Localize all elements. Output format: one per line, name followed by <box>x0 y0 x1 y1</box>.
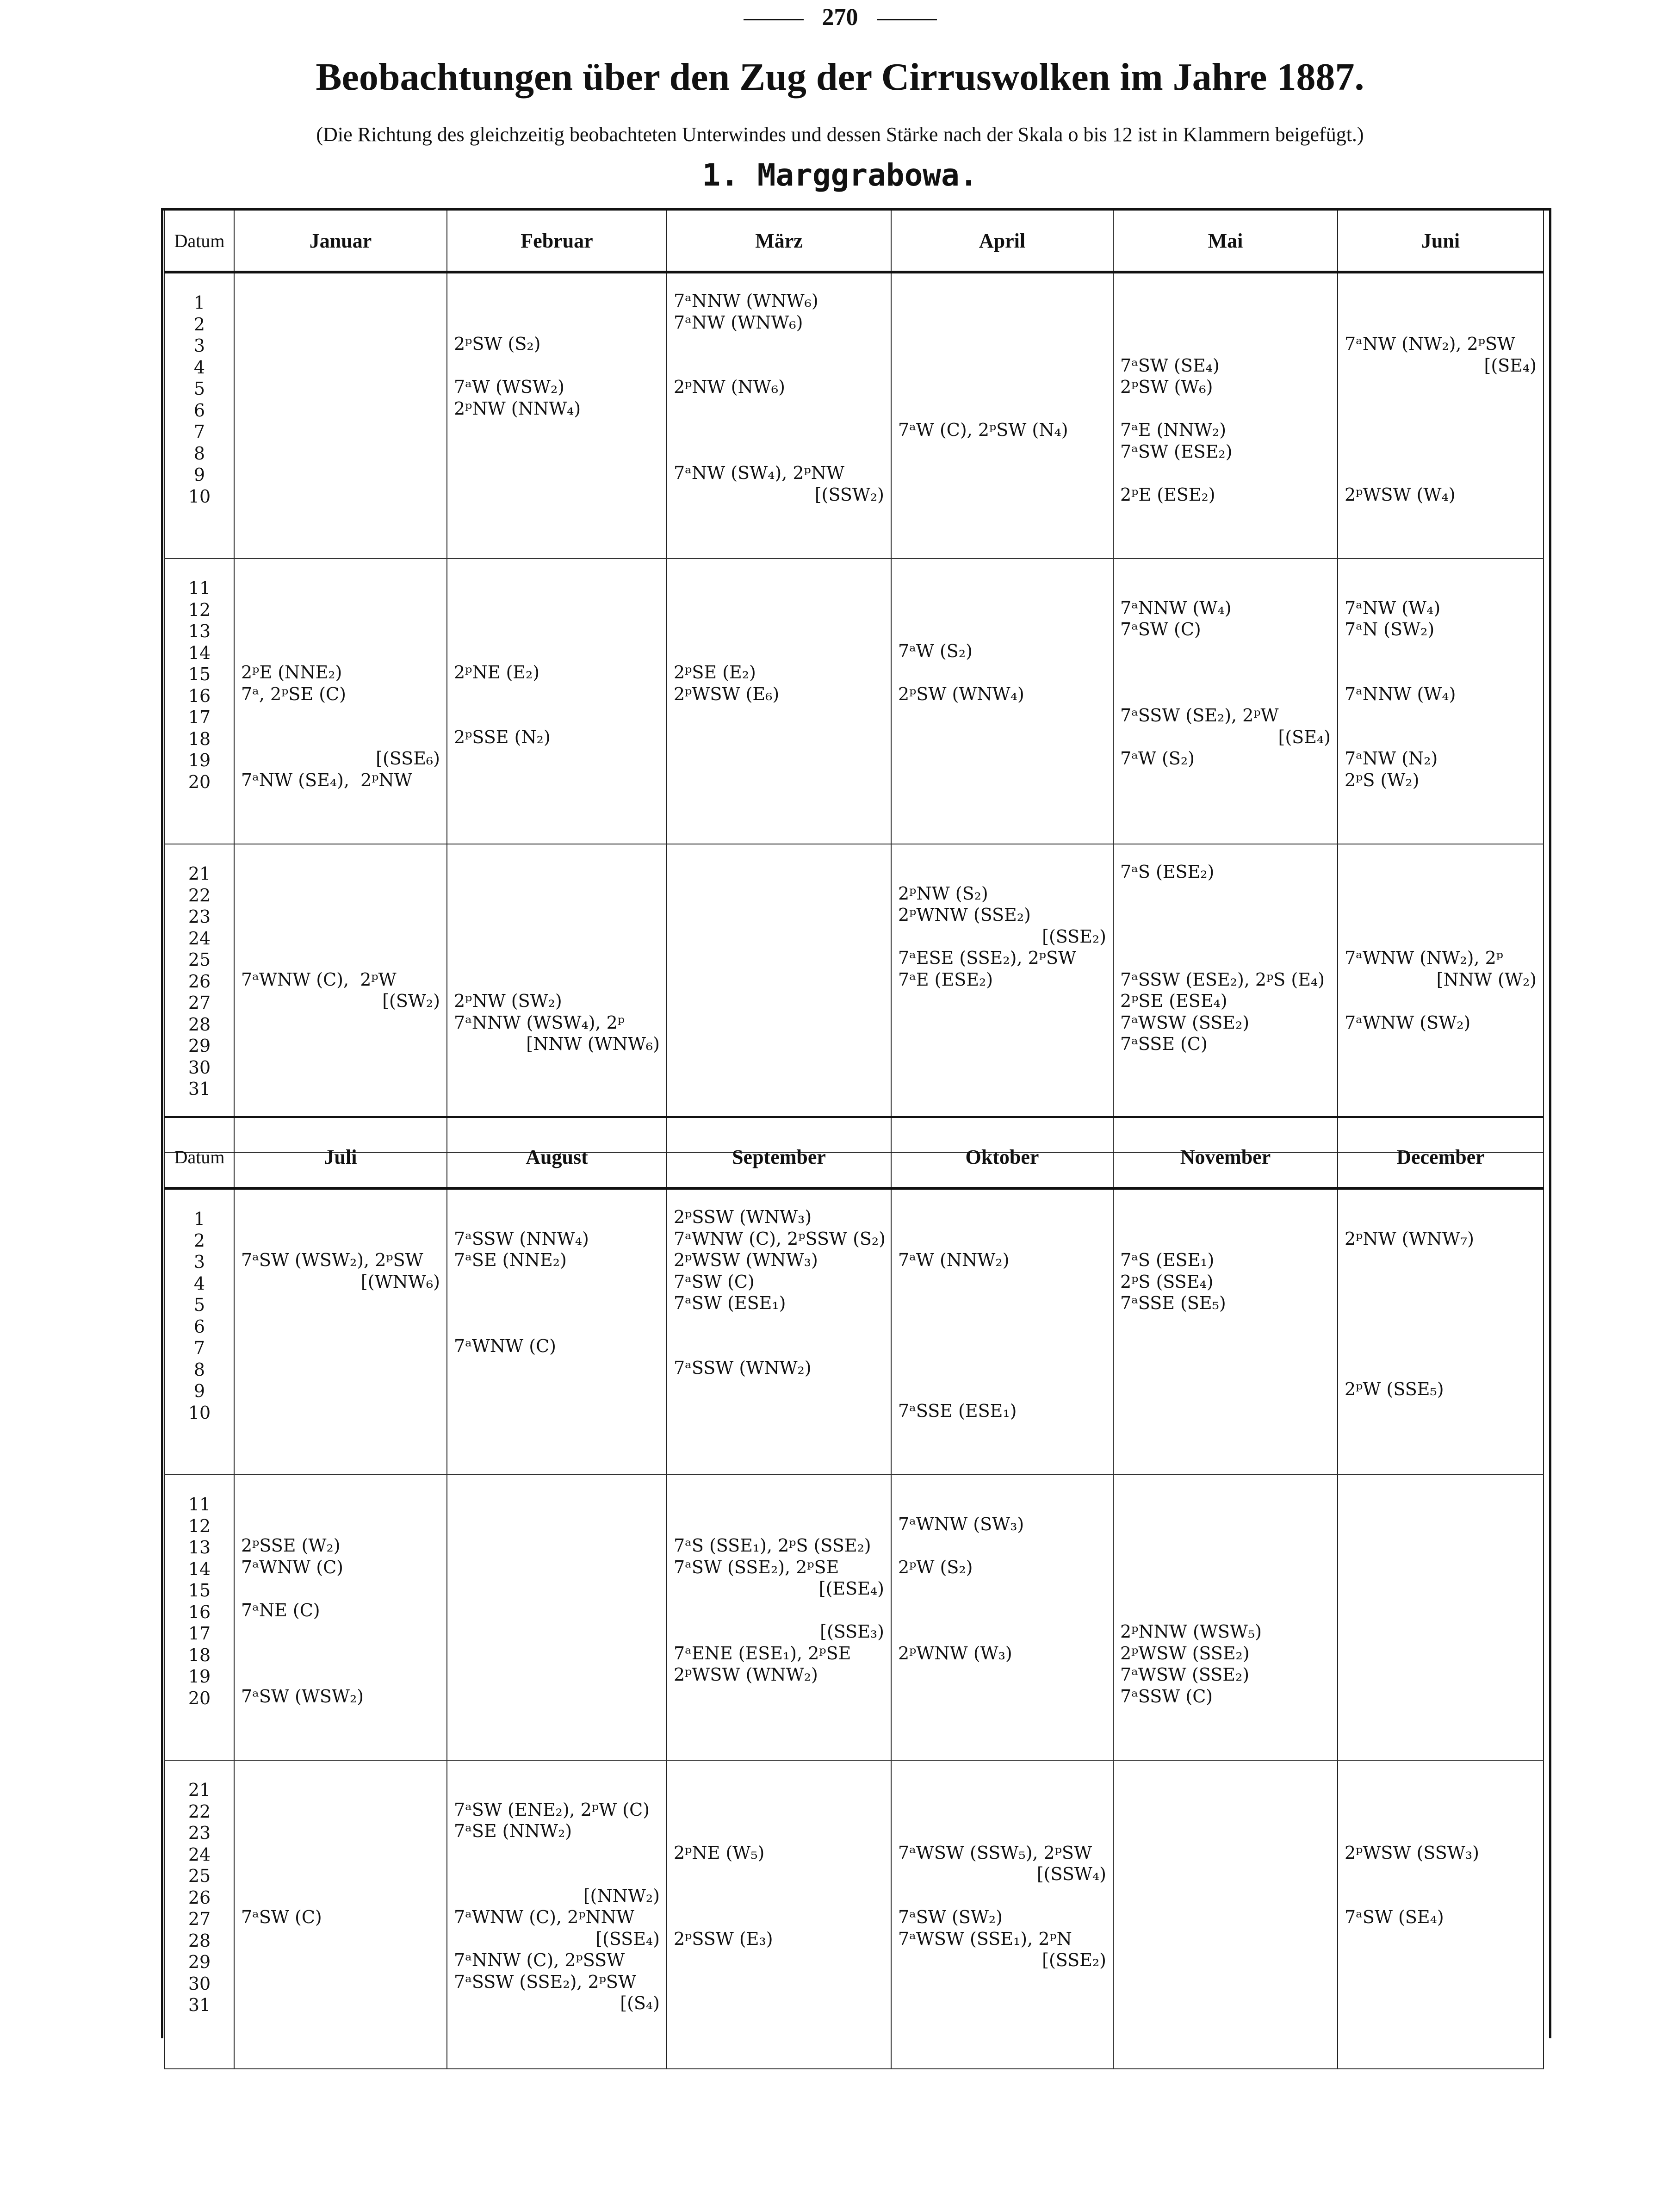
month-cell <box>234 1188 447 1475</box>
month-cell <box>234 1475 447 1760</box>
observation-entry: 2ᵖWSW (E₆) <box>674 683 780 704</box>
observation-entry: 7ᵃNW (SE₄), 2ᵖNW <box>241 770 412 790</box>
month-cell <box>1338 1760 1544 2069</box>
observation-entry: 7ᵃWSW (SSE₂) <box>1120 1012 1250 1033</box>
observation-entry: 2ᵖW (SSE₅) <box>1345 1379 1444 1399</box>
day-numbers: 21 22 23 24 25 26 27 28 29 30 31 <box>188 863 211 1099</box>
observation-entry: 2ᵖNW (NW₆) <box>674 377 785 397</box>
observation-entry: 7ᵃNW (NW₂), 2ᵖSW <box>1345 334 1516 354</box>
observation-entry: 7ᵃS (SSE₁), 2ᵖS (SSE₂) <box>674 1535 871 1556</box>
observation-entry: 2ᵖNW (SW₂) <box>454 991 562 1011</box>
observation-entry: 7ᵃSW (SE₄) <box>1345 1907 1444 1927</box>
observation-entry: 7ᵃNNW (WSW₄), 2ᵖ <box>454 1012 625 1033</box>
month-cell <box>891 844 1113 1153</box>
month-cell <box>1338 1475 1544 1760</box>
month-cell <box>447 1188 667 1475</box>
observation-entry: 7ᵃW (S₂) <box>898 640 973 661</box>
observation-entry: 2ᵖSSW (E₃) <box>674 1928 773 1949</box>
day-numbers: 1 2 3 4 5 6 7 8 9 10 <box>188 292 211 507</box>
observation-entry: 7ᵃSW (ESE₁) <box>674 1293 786 1313</box>
observation-entry: 2ᵖSW (WNW₄) <box>898 683 1024 704</box>
observation-entry: 7ᵃESE (SSE₂), 2ᵖSW <box>898 948 1077 968</box>
day-numbers: 1 2 3 4 5 6 7 8 9 10 <box>188 1209 211 1423</box>
observation-entry: 7ᵃWNW (SW₂) <box>1345 1012 1471 1033</box>
observation-entry: 7ᵃNE (C) <box>241 1600 320 1620</box>
observation-entry: 2ᵖWNW (SSE₂) <box>898 905 1031 925</box>
month-header: Mai <box>1113 211 1338 272</box>
observation-entry: [(ESE₄) <box>818 1578 884 1599</box>
month-cell <box>1113 1188 1338 1475</box>
observation-entry: 2ᵖSE (E₂) <box>674 662 756 683</box>
month-cell <box>891 1188 1113 1475</box>
observation-entry: 2ᵖSSE (W₂) <box>241 1535 341 1556</box>
observation-entry: [(SSW₂) <box>814 484 884 505</box>
month-cell <box>447 1475 667 1760</box>
month-header: März <box>667 211 891 272</box>
observation-entry: 2ᵖS (SSE₄) <box>1120 1271 1214 1292</box>
month-cell <box>447 559 667 844</box>
observation-entry: 7ᵃSW (SW₂) <box>898 1907 1003 1927</box>
observation-entry: 2ᵖSW (S₂) <box>454 334 541 354</box>
month-header: August <box>447 1127 667 1188</box>
observation-entry: 7ᵃWSW (SSW₅), 2ᵖSW <box>898 1842 1092 1863</box>
observation-entry: [(S₄) <box>620 1993 660 2013</box>
observation-entry: 7ᵃSW (C) <box>241 1907 322 1927</box>
datum-header: Datum <box>165 211 234 272</box>
day-block-row <box>165 559 1544 844</box>
observation-entry: 7ᵃWSW (SSE₁), 2ᵖN <box>898 1928 1072 1949</box>
observation-entry: 7ᵃWNW (NW₂), 2ᵖ <box>1345 948 1504 968</box>
observation-entry: 7ᵃSSE (SE₅) <box>1120 1293 1226 1313</box>
observation-entry: 7ᵃWNW (SW₃) <box>898 1514 1024 1534</box>
observation-entry: 2ᵖWSW (SSE₂) <box>1120 1643 1250 1664</box>
observation-entry: 7ᵃNW (SW₄), 2ᵖNW <box>674 463 845 483</box>
observation-entry: 7ᵃWNW (C), 2ᵖW <box>241 969 397 990</box>
observation-entry: 7ᵃSSE (ESE₁) <box>898 1400 1017 1421</box>
observation-entry: 7ᵃSE (NNW₂) <box>454 1821 572 1841</box>
table-second-half <box>164 1127 1544 2069</box>
observation-entry: 7ᵃS (ESE₂) <box>1120 862 1215 882</box>
observation-entry: 2ᵖWSW (SSW₃) <box>1345 1842 1479 1863</box>
observation-entry: [NNW (W₂) <box>1436 969 1537 990</box>
month-cell <box>1113 844 1338 1153</box>
month-header: Oktober <box>891 1127 1113 1188</box>
month-cell <box>891 272 1113 559</box>
observation-entry: 7ᵃSW (SSE₂), 2ᵖSE <box>674 1557 839 1577</box>
month-cell <box>1338 559 1544 844</box>
month-cell <box>667 559 891 844</box>
observation-entry: [(WNW₆) <box>360 1271 440 1292</box>
observation-entry: 7ᵃWSW (SSE₂) <box>1120 1664 1250 1685</box>
observation-entry: 7ᵃNW (N₂) <box>1345 748 1438 769</box>
month-cell <box>667 272 891 559</box>
observation-entry: 2ᵖWSW (WNW₂) <box>674 1664 818 1685</box>
observation-entry: 7ᵃW (NNW₂) <box>898 1250 1010 1270</box>
observation-entry: 7ᵃE (ESE₂) <box>898 969 993 990</box>
datum-header: Datum <box>165 1127 234 1188</box>
observation-entry: [(NNW₂) <box>583 1885 660 1906</box>
observation-entry: 2ᵖSW (W₆) <box>1120 377 1213 397</box>
observation-entry: 7ᵃWNW (C), 2ᵖSSW (S₂) <box>674 1228 886 1249</box>
day-block-row <box>165 844 1544 1153</box>
month-header: April <box>891 211 1113 272</box>
half-separator <box>164 1116 1543 1118</box>
observation-entry: 7ᵃN (SW₂) <box>1345 619 1435 639</box>
station-heading: 1. Marggrabowa. <box>702 157 978 193</box>
observation-entry: 2ᵖW (S₂) <box>898 1557 973 1577</box>
observation-entry: 7ᵃSSW (WNW₂) <box>674 1357 812 1378</box>
observation-entry: 2ᵖE (NNE₂) <box>241 662 342 683</box>
observation-entry: 7ᵃSW (ENE₂), 2ᵖW (C) <box>454 1799 650 1820</box>
observation-entry: 7ᵃSW (C) <box>1120 619 1201 639</box>
observation-entry: 2ᵖNW (NNW₄) <box>454 398 581 419</box>
day-block-row <box>165 272 1544 559</box>
observation-entry: 7ᵃW (WSW₂) <box>454 377 565 397</box>
month-header: November <box>1113 1127 1338 1188</box>
month-cell <box>667 1475 891 1760</box>
observation-entry: 7ᵃSW (ESE₂) <box>1120 441 1233 462</box>
month-header: Februar <box>447 211 667 272</box>
month-cell <box>1338 272 1544 559</box>
month-cell <box>667 1188 891 1475</box>
observation-entry: 7ᵃSE (NNE₂) <box>454 1250 567 1270</box>
observation-entry: 2ᵖNW (S₂) <box>898 883 988 904</box>
table-first-half <box>164 211 1544 1153</box>
page-subtitle: (Die Richtung des gleichzeitig beobachteten Unterwindes und dessen Stärke nach der Skala o bis 12 ist in Klammern beigefügt.) <box>316 123 1364 146</box>
observation-entry: 7ᵃNNW (W₄) <box>1345 683 1456 704</box>
month-cell <box>1113 559 1338 844</box>
month-cell <box>891 1760 1113 2069</box>
observation-entry: 7ᵃNW (W₄) <box>1345 597 1441 618</box>
month-cell <box>667 1760 891 2069</box>
observation-entry: [(SSE₂) <box>1042 1950 1106 1970</box>
month-cell <box>891 1475 1113 1760</box>
observation-entry: 2ᵖSSW (WNW₃) <box>674 1207 812 1227</box>
month-header: September <box>667 1127 891 1188</box>
observation-entry: [(SSE₄) <box>595 1928 660 1949</box>
day-numbers: 11 12 13 14 15 16 17 18 19 20 <box>188 578 211 792</box>
observation-entry: 7ᵃSSE (C) <box>1120 1034 1208 1054</box>
month-cell <box>1338 1188 1544 1475</box>
observation-entry: [(SSE₂) <box>1042 926 1106 947</box>
observation-entry: 2ᵖS (W₂) <box>1345 770 1420 790</box>
observation-entry: 7ᵃNNW (C), 2ᵖSSW <box>454 1950 625 1970</box>
page-title: Beobachtungen über den Zug der Cirruswolken im Jahre 1887. <box>316 56 1364 99</box>
observation-entry: [(SE₄) <box>1484 355 1537 376</box>
page-number: 270 <box>0 4 1680 31</box>
header-row <box>165 211 1544 272</box>
month-cell <box>1113 272 1338 559</box>
observation-entry: 7ᵃSW (WSW₂), 2ᵖSW <box>241 1250 423 1270</box>
observation-entry: 7ᵃW (C), 2ᵖSW (N₄) <box>898 420 1068 440</box>
observation-entry: 7ᵃNNW (WNW₆) <box>674 291 818 311</box>
month-cell <box>447 1760 667 2069</box>
observation-entry: 7ᵃ, 2ᵖSE (C) <box>241 683 346 704</box>
month-header: December <box>1338 1127 1544 1188</box>
observation-entry: [(SSE₆) <box>376 748 440 769</box>
observation-entry: 2ᵖSE (ESE₄) <box>1120 991 1227 1011</box>
month-cell <box>1113 1760 1338 2069</box>
observation-entry: 2ᵖNE (W₅) <box>674 1842 765 1863</box>
month-cell <box>234 559 447 844</box>
month-header: Januar <box>234 211 447 272</box>
observation-entry: 7ᵃNNW (W₄) <box>1120 597 1232 618</box>
month-cell <box>447 844 667 1153</box>
observation-entry: 7ᵃSSW (NNW₄) <box>454 1228 589 1249</box>
observation-entry: 7ᵃSW (WSW₂) <box>241 1686 364 1707</box>
month-cell <box>234 844 447 1153</box>
observation-entry: [(SSE₃) <box>820 1621 884 1642</box>
day-block-row <box>165 1760 1544 2069</box>
month-header: Juli <box>234 1127 447 1188</box>
month-cell <box>234 1760 447 2069</box>
observation-entry: 2ᵖWSW (W₄) <box>1345 484 1456 505</box>
month-cell <box>1338 844 1544 1153</box>
day-numbers: 21 22 23 24 25 26 27 28 29 30 31 <box>188 1780 211 2015</box>
month-cell <box>667 844 891 1153</box>
observation-entry: 2ᵖWNW (W₃) <box>898 1643 1012 1664</box>
observation-entry: 7ᵃNW (WNW₆) <box>674 312 803 333</box>
observation-entry: 7ᵃWNW (C), 2ᵖNNW <box>454 1907 635 1927</box>
observation-entry: 7ᵃSW (C) <box>674 1271 755 1292</box>
observation-entry: [(SE₄) <box>1278 726 1331 747</box>
observation-entry: [NNW (WNW₆) <box>526 1034 660 1054</box>
observation-entry: 2ᵖWSW (WNW₃) <box>674 1250 818 1270</box>
observation-entry: 2ᵖSSE (N₂) <box>454 726 551 747</box>
observation-entry: 2ᵖE (ESE₂) <box>1120 484 1215 505</box>
observation-entry: 7ᵃS (ESE₁) <box>1120 1250 1215 1270</box>
observation-entry: [(SSW₄) <box>1036 1864 1106 1884</box>
month-header: Juni <box>1338 211 1544 272</box>
observation-entry: 7ᵃWNW (C) <box>454 1336 557 1356</box>
observation-entry: 7ᵃSSW (C) <box>1120 1686 1213 1707</box>
observation-entry: 7ᵃE (NNW₂) <box>1120 420 1227 440</box>
month-cell <box>891 559 1113 844</box>
month-cell <box>447 272 667 559</box>
month-cell <box>1113 1475 1338 1760</box>
day-numbers: 11 12 13 14 15 16 17 18 19 20 <box>188 1494 211 1708</box>
observation-entry: 7ᵃSSW (ESE₂), 2ᵖS (E₄) <box>1120 969 1325 990</box>
observation-entry: 7ᵃSSW (SSE₂), 2ᵖSW <box>454 1971 637 1992</box>
month-cell <box>234 272 447 559</box>
observation-entry: 7ᵃW (S₂) <box>1120 748 1195 769</box>
observation-entry: 2ᵖNE (E₂) <box>454 662 540 683</box>
observation-entry: 7ᵃSW (SE₄) <box>1120 355 1220 376</box>
header-row <box>165 1127 1544 1188</box>
observation-entry: 7ᵃENE (ESE₁), 2ᵖSE <box>674 1643 851 1664</box>
observation-entry: 2ᵖNW (WNW₇) <box>1345 1228 1475 1249</box>
observation-entry: 7ᵃWNW (C) <box>241 1557 344 1577</box>
day-block-row <box>165 1475 1544 1760</box>
observation-entry: 2ᵖNNW (WSW₅) <box>1120 1621 1262 1642</box>
observation-entry: [(SW₂) <box>382 991 440 1011</box>
observation-entry: 7ᵃSSW (SE₂), 2ᵖW <box>1120 705 1279 726</box>
day-block-row <box>165 1188 1544 1475</box>
